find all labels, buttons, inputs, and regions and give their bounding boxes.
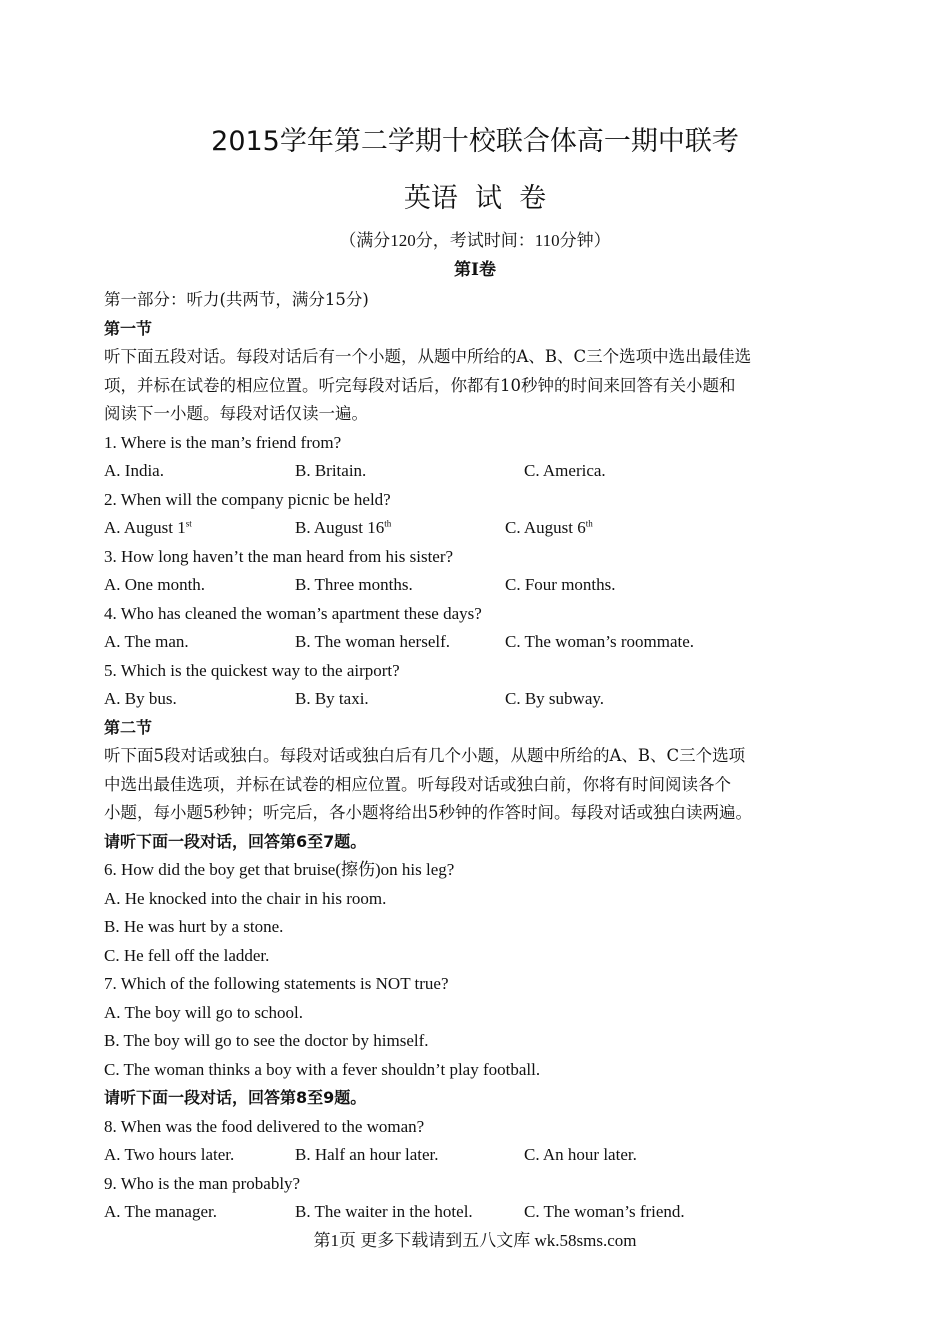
- option-b: B. Half an hour later.: [295, 1145, 439, 1164]
- dialogue-prompt: 请听下面一段对话，回答第6至7题。: [104, 831, 367, 851]
- option-a: A. He knocked into the chair in his room.: [104, 888, 387, 908]
- question-stem: 3. How long haven’t the man heard from his sister?: [104, 546, 454, 566]
- options-row: [104, 1141, 864, 1170]
- section1-instruction-line: 听下面五段对话。每段对话后有一个小题，从题中所给的A、B、C三个选项中选出最佳选: [104, 347, 752, 366]
- question-stem: 5. Which is the quickest way to the airport?: [104, 660, 400, 680]
- section1-instruction-line: 阅读下一小题。每段对话仅读一遍。: [104, 404, 368, 423]
- question-stem: 7. Which of the following statements is NOT true?: [104, 974, 449, 993]
- option-b: B. Three months.: [295, 575, 413, 594]
- option-b: B. He was hurt by a stone.: [104, 917, 284, 936]
- options-row: [104, 457, 864, 486]
- exam-title: 2015学年第二学期十校联合体高一期中联考: [211, 126, 739, 157]
- option-c: C. The woman thinks a boy with a fever shouldn’t play football.: [104, 1059, 541, 1079]
- ordinal-suffix: th: [384, 518, 392, 529]
- option-c: C. America.: [524, 461, 606, 480]
- section1-title: 第一节: [104, 318, 153, 338]
- option-a: A. The manager.: [104, 1202, 217, 1221]
- options-row: [104, 1198, 864, 1227]
- question-stem: 2. When will the company picnic be held?: [104, 489, 391, 509]
- option-b: B. By taxi.: [295, 689, 369, 708]
- question-stem: 6. How did the boy get that bruise(擦伤)on his leg?: [104, 860, 455, 879]
- question-stem: 9. Who is the man probably?: [104, 1173, 301, 1193]
- ordinal-suffix: th: [585, 518, 593, 529]
- option-b: [295, 514, 391, 543]
- option-a: A. One month.: [104, 575, 206, 594]
- option-c: C. Four months.: [505, 575, 616, 594]
- option-c: [505, 514, 593, 543]
- option-c: C. An hour later.: [524, 1145, 637, 1164]
- option-c-text: C. August 6: [505, 518, 586, 537]
- listening-part: [104, 286, 864, 1227]
- option-c: C. The woman’s roommate.: [505, 632, 695, 651]
- page-footer: 第1页 更多下载请到五八文库 wk.58sms.com: [313, 1231, 637, 1250]
- options-row: [104, 685, 864, 714]
- section2-instruction-line: 中选出最佳选项，并标在试卷的相应位置。听每段对话或独白前，你将有时间阅读各个: [104, 774, 731, 794]
- option-b: B. Britain.: [295, 461, 367, 480]
- ordinal-suffix: st: [185, 518, 192, 529]
- volume-label: 第Ⅰ卷: [454, 260, 496, 279]
- section1-instruction-line: 项，并标在试卷的相应位置。听完每段对话后，你都有10秒钟的时间来回答有关小题和: [104, 375, 736, 395]
- option-b-text: B. August 16: [295, 518, 385, 537]
- options-row: [104, 628, 864, 657]
- option-a: A. The boy will go to school.: [104, 1002, 303, 1022]
- option-a: A. The man.: [104, 632, 189, 651]
- dialogue-prompt: 请听下面一段对话，回答第8至9题。: [104, 1088, 367, 1107]
- option-b: B. The boy will go to see the doctor by himself.: [104, 1031, 429, 1050]
- option-c: C. He fell off the ladder.: [104, 945, 270, 965]
- option-a: A. India.: [104, 461, 164, 480]
- question-stem: 1. Where is the man’s friend from?: [104, 432, 342, 452]
- option-a: A. Two hours later.: [104, 1145, 235, 1164]
- option-b: B. The waiter in the hotel.: [295, 1202, 473, 1221]
- option-a-text: A. August 1: [104, 518, 186, 537]
- question-stem: 4. Who has cleaned the woman’s apartment these days?: [104, 603, 482, 623]
- exam-note: （满分120分，考试时间：110分钟）: [339, 231, 611, 250]
- option-c: C. By subway.: [505, 689, 605, 708]
- option-c: C. The woman’s friend.: [524, 1202, 685, 1221]
- section2-instruction-line: 听下面5段对话或独白。每段对话或独白后有几个小题，从题中所给的A、B、C三个选项: [104, 746, 746, 765]
- option-b: B. The woman herself.: [295, 632, 451, 651]
- option-a: A. By bus.: [104, 689, 177, 708]
- option-a: [104, 514, 192, 543]
- subject-title: 英语 试 卷: [403, 183, 547, 214]
- section2-title: 第二节: [104, 717, 153, 737]
- question-stem: 8. When was the food delivered to the woman?: [104, 1116, 425, 1136]
- options-row: [104, 514, 864, 543]
- section2-instruction-line: 小题，每小题5秒钟；听完后，各小题将给出5秒钟的作答时间。每段对话或独白读两遍。: [104, 803, 752, 822]
- options-row: [104, 571, 864, 600]
- part-heading: 第一部分：听力(共两节，满分15分): [104, 290, 369, 309]
